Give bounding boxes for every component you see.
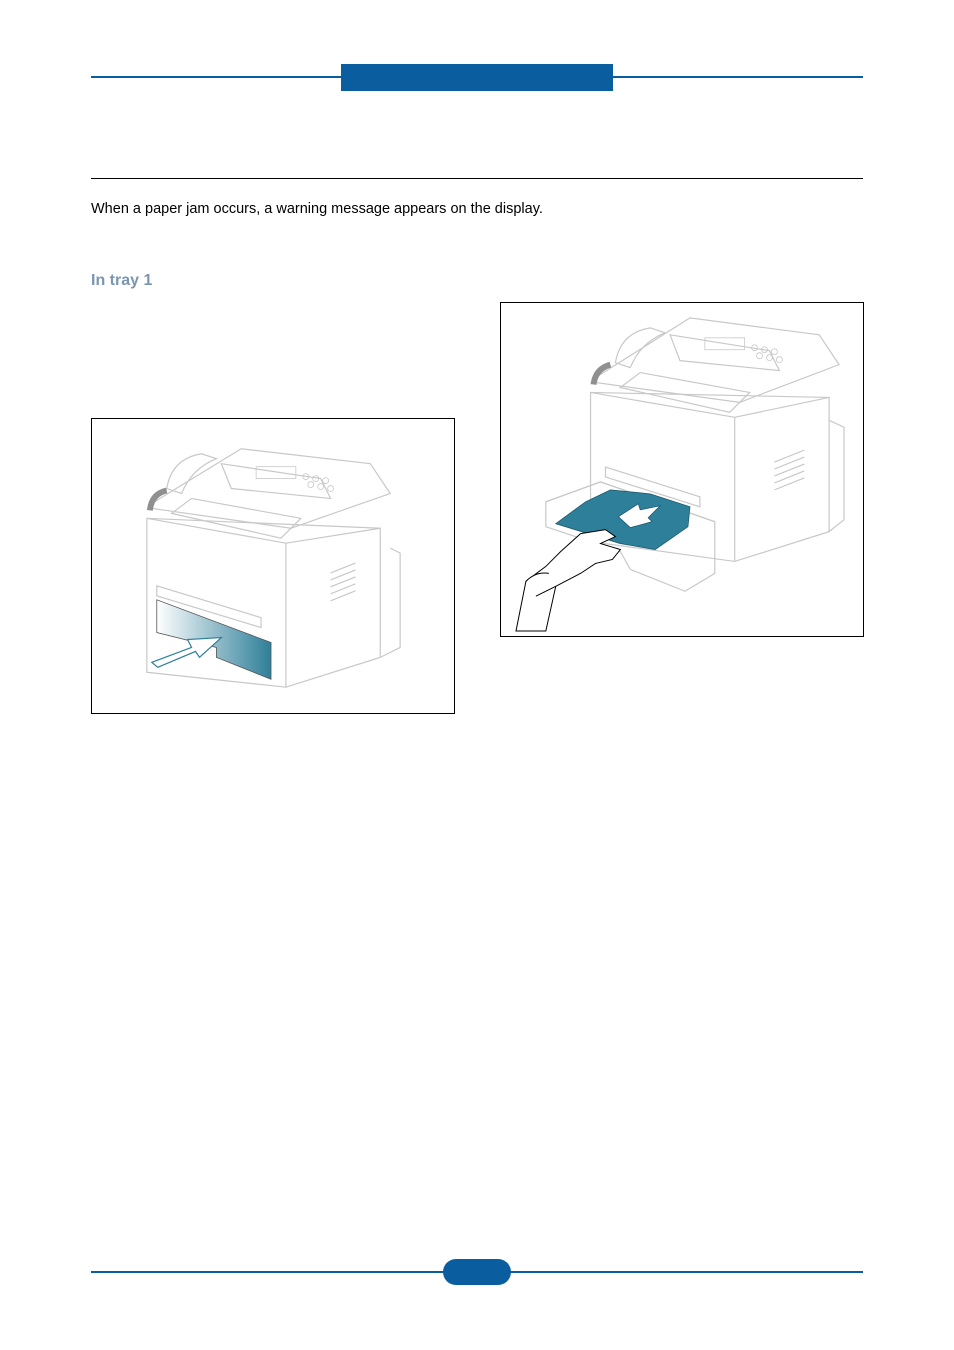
subheading-tray-1: In tray 1 <box>91 272 153 289</box>
figure-tray-pull-out <box>91 418 455 714</box>
section-divider <box>91 178 863 179</box>
printer-illustration-1 <box>92 419 454 713</box>
intro-text: When a paper jam occurs, a warning message appears on the display. <box>91 201 543 217</box>
figure-jammed-paper-removal <box>500 302 864 637</box>
printer-illustration-2 <box>501 303 863 636</box>
page-number-badge <box>443 1259 511 1285</box>
header-tab <box>341 64 613 91</box>
